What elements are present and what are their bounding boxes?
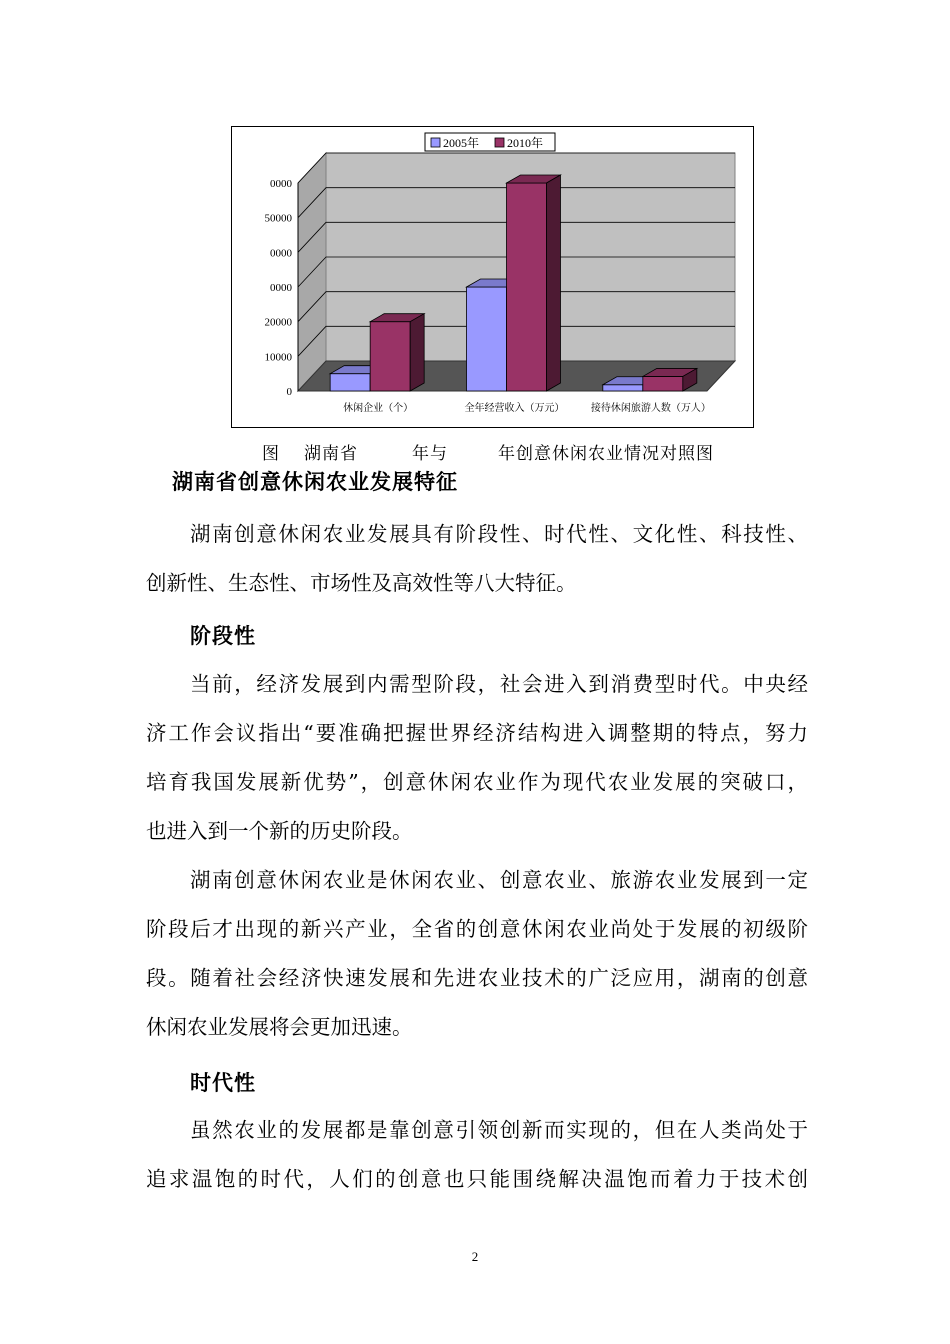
page-number: 2 bbox=[471, 1249, 479, 1264]
caption-figure-label: 图 bbox=[262, 444, 280, 464]
p3-line-2: 追求温饱的时代，人们的创意也只能围绕解决温饱而着力于技术创 bbox=[146, 1167, 808, 1191]
p2-line-2: 阶段后才出现的新兴产业，全省的创意休闲农业尚处于发展的初级阶 bbox=[146, 917, 808, 941]
p2-line-1: 湖南创意休闲农业是休闲农业、创意农业、旅游农业发展到一定 bbox=[190, 868, 808, 892]
y-tick-label: 10000 bbox=[264, 351, 292, 364]
y-tick-label: 0000 bbox=[270, 282, 292, 294]
bar-side-1-0 bbox=[410, 314, 424, 391]
bar-front-1-1 bbox=[507, 183, 547, 391]
legend-label-1: 2010年 bbox=[507, 136, 544, 150]
figure-caption bbox=[0, 437, 950, 467]
bar-side-1-1 bbox=[547, 175, 561, 391]
chart-plot bbox=[232, 127, 753, 427]
bar-front-1-2 bbox=[643, 376, 683, 391]
y-tick-label: 0000 bbox=[270, 247, 292, 260]
p2-line-3: 段。随着社会经济快速发展和先进农业技术的广泛应用，湖南的创意 bbox=[146, 966, 808, 990]
bar-front-0-1 bbox=[467, 287, 507, 391]
legend-swatch-1 bbox=[495, 138, 504, 147]
p2-line-4: 休闲农业发展将会更加迅速。 bbox=[146, 1015, 413, 1039]
p1-line-1: 当前，经济发展到内需型阶段，社会进入到消费型时代。中央经 bbox=[190, 672, 808, 696]
caption-province: 湖南省 bbox=[304, 444, 358, 464]
intro-line-1: 湖南创意休闲农业发展具有阶段性、时代性、文化性、科技性、 bbox=[190, 522, 808, 546]
legend-label-0: 2005年 bbox=[443, 136, 480, 150]
x-tick-label: 接待休闲旅游人数（万人） bbox=[590, 403, 711, 414]
y-tick-label: 0 bbox=[286, 386, 292, 398]
p3-line-1: 虽然农业的发展都是靠创意引领创新而实现的，但在人类尚处于 bbox=[190, 1118, 808, 1142]
intro-paragraph bbox=[146, 510, 808, 608]
subheading-era: 时代性 bbox=[190, 1071, 256, 1095]
bar-front-0-0 bbox=[330, 374, 370, 391]
y-tick-label: 50000 bbox=[264, 212, 292, 225]
x-tick-label: 全年经营收入（万元） bbox=[464, 403, 565, 414]
caption-rest: 年创意休闲农业情况对照图 bbox=[498, 444, 714, 464]
x-tick-label: 休闲企业（个） bbox=[343, 403, 414, 414]
legend-swatch-0 bbox=[431, 138, 440, 147]
caption-and-year: 年与 bbox=[412, 444, 448, 464]
p1-line-4: 也进入到一个新的历史阶段。 bbox=[146, 819, 413, 843]
p1-line-2: 济工作会议指出“要准确把握世界经济结构进入调整期的特点，努力 bbox=[146, 721, 808, 745]
y-tick-label: 20000 bbox=[264, 316, 292, 329]
subheading-stage: 阶段性 bbox=[190, 624, 256, 648]
y-tick-label: 0000 bbox=[270, 178, 292, 190]
bar-front-1-0 bbox=[370, 322, 410, 391]
paragraph-stage-2 bbox=[146, 856, 808, 1052]
paragraph-stage-1 bbox=[146, 660, 808, 856]
p1-line-3: 培育我国发展新优势”，创意休闲农业作为现代农业发展的突破口， bbox=[146, 770, 808, 794]
bar-front-0-2 bbox=[603, 385, 643, 391]
section-title: 湖南省创意休闲农业发展特征 bbox=[172, 470, 458, 494]
paragraph-era bbox=[146, 1106, 808, 1204]
bar-chart bbox=[231, 126, 754, 428]
intro-line-2: 创新性、生态性、市场性及高效性等八大特征。 bbox=[146, 571, 577, 595]
